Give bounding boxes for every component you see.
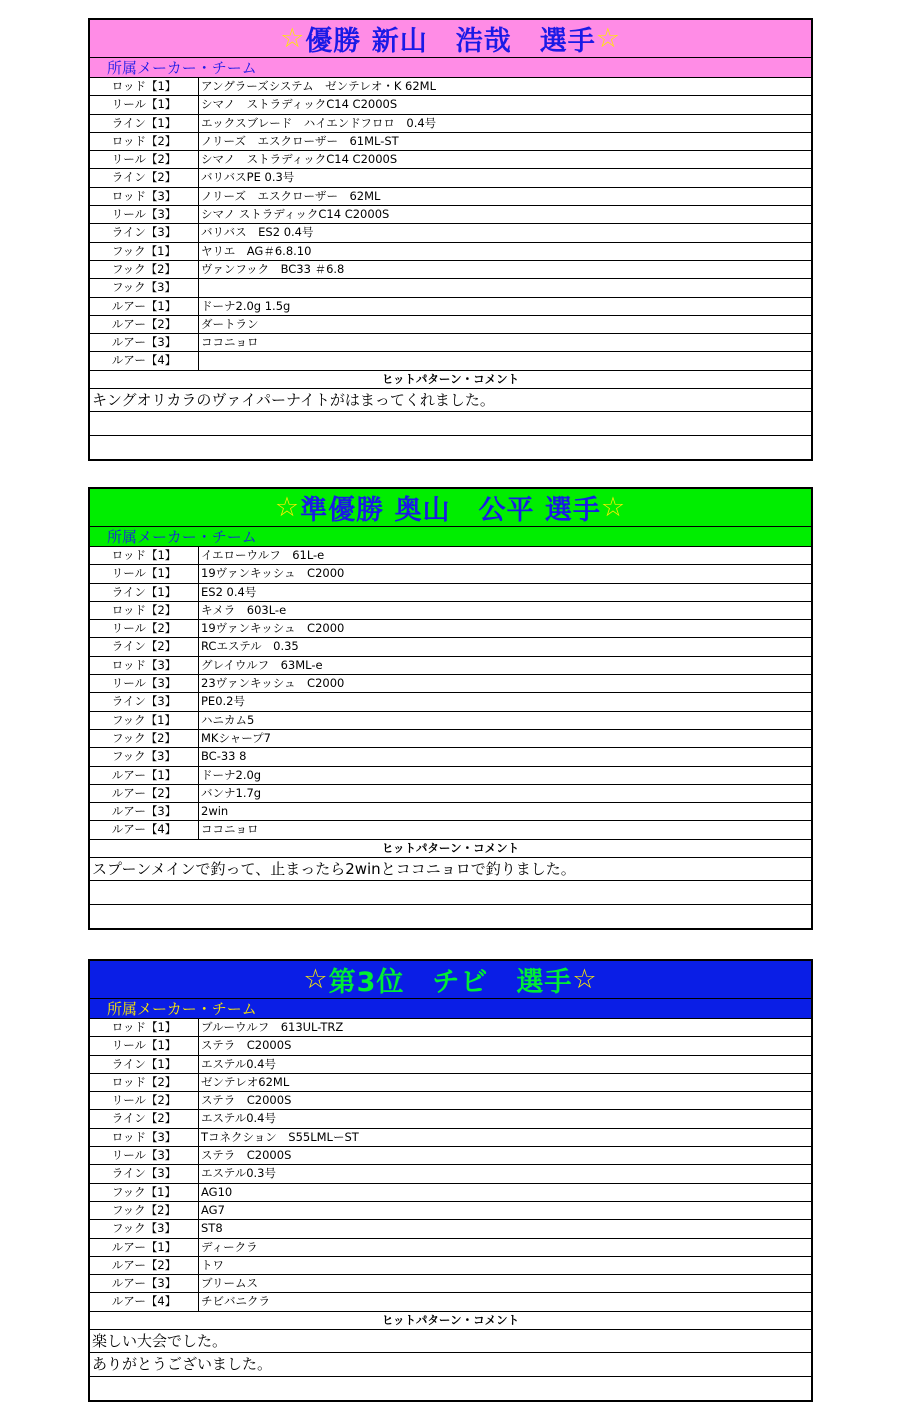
tackle-value: エステル0.3号 bbox=[201, 1166, 276, 1181]
tackle-row bbox=[90, 730, 811, 748]
tackle-value: ステラ C2000S bbox=[201, 1038, 292, 1053]
tackle-row bbox=[90, 785, 811, 803]
comment-line bbox=[90, 881, 811, 905]
tackle-value: バリバスPE 0.3号 bbox=[201, 170, 295, 185]
tackle-value: ゼンテレオ62ML bbox=[201, 1074, 290, 1089]
hit-pattern-header: ヒットパターン・コメント bbox=[90, 840, 811, 858]
tackle-value: バリバス ES2 0.4号 bbox=[201, 225, 314, 240]
tackle-label: ライン【1】 bbox=[90, 1056, 199, 1073]
tackle-label: フック【2】 bbox=[90, 730, 199, 747]
tackle-value: 19ヴァンキッシュ C2000 bbox=[201, 621, 345, 636]
tackle-label: フック【1】 bbox=[90, 712, 199, 729]
tackle-row bbox=[90, 1239, 811, 1257]
tackle-row bbox=[90, 1019, 811, 1037]
tackle-label: ロッド【2】 bbox=[90, 133, 199, 150]
tackle-row bbox=[90, 316, 811, 334]
tackle-label: ライン【1】 bbox=[90, 115, 199, 132]
star-icon: ☆ bbox=[595, 23, 621, 54]
hit-pattern-header: ヒットパターン・コメント bbox=[90, 1312, 811, 1330]
tackle-row bbox=[90, 1275, 811, 1293]
tackle-label: ルアー【4】 bbox=[90, 1293, 199, 1310]
tackle-row bbox=[90, 821, 811, 839]
star-icon: ☆ bbox=[274, 492, 301, 523]
comment-line: 楽しい大会でした。 bbox=[90, 1330, 811, 1354]
tackle-row bbox=[90, 243, 811, 261]
tackle-value: ハニカム5 bbox=[201, 712, 255, 727]
tackle-label: ライン【3】 bbox=[90, 693, 199, 710]
tackle-value: シマノ ストラディックC14 C2000S bbox=[201, 152, 398, 167]
tackle-label: リール【1】 bbox=[90, 96, 199, 113]
comment-line bbox=[90, 905, 811, 929]
hit-pattern-header: ヒットパターン・コメント bbox=[90, 371, 811, 389]
comment-line: ありがとうございました。 bbox=[90, 1353, 811, 1377]
tackle-row bbox=[90, 1184, 811, 1202]
tackle-value: ブルーウルフ 613UL-TRZ bbox=[201, 1020, 344, 1034]
tackle-row bbox=[90, 712, 811, 730]
tackle-label: ルアー【1】 bbox=[90, 767, 199, 784]
sheet-title bbox=[90, 20, 811, 58]
tackle-value: エステル0.4号 bbox=[201, 1111, 276, 1126]
tackle-label: ライン【3】 bbox=[90, 224, 199, 241]
tackle-row bbox=[90, 1092, 811, 1110]
comment-line: スプーンメインで釣って、止まったら2winとココニョロで釣りました。 bbox=[90, 858, 811, 882]
winner-title: 第3位 チビ 選手 bbox=[328, 967, 573, 998]
tackle-row bbox=[90, 602, 811, 620]
tackle-row bbox=[90, 115, 811, 133]
tackle-value: ヴァンフック BC33 ＃6.8 bbox=[201, 261, 345, 276]
winner-title: 準優勝 奥山 公平 選手 bbox=[300, 495, 601, 526]
tackle-row bbox=[90, 675, 811, 693]
tackle-row bbox=[90, 352, 811, 370]
tackle-value: ブリームス bbox=[201, 1276, 259, 1291]
star-icon: ☆ bbox=[600, 492, 627, 523]
tackle-row bbox=[90, 767, 811, 785]
comment-line bbox=[90, 436, 811, 460]
team-label: 所属メーカー・チーム bbox=[90, 58, 811, 78]
sheet-title bbox=[90, 489, 811, 527]
tackle-value: ココニョロ bbox=[201, 822, 259, 837]
tackle-row bbox=[90, 1220, 811, 1238]
tackle-label: リール【2】 bbox=[90, 620, 199, 637]
tackle-row bbox=[90, 565, 811, 583]
tackle-value: バンナ1.7g bbox=[201, 785, 262, 800]
tackle-value: MKシャープ7 bbox=[201, 730, 271, 745]
tackle-value: アングラーズシステム ゼンテレオ・K 62ML bbox=[201, 79, 437, 93]
tackle-value: エックスブレード ハイエンドフロロ 0.4号 bbox=[201, 115, 437, 130]
tackle-label: フック【2】 bbox=[90, 261, 199, 278]
result-sheet bbox=[88, 959, 813, 1402]
star-icon: ☆ bbox=[303, 964, 329, 995]
tackle-label: ロッド【2】 bbox=[90, 602, 199, 619]
tackle-label: ロッド【1】 bbox=[90, 1019, 199, 1036]
tackle-label: リール【1】 bbox=[90, 565, 199, 582]
tackle-row bbox=[90, 1110, 811, 1128]
tackle-value: ディークラ bbox=[201, 1239, 258, 1254]
tackle-label: リール【1】 bbox=[90, 1037, 199, 1054]
tackle-label: ルアー【3】 bbox=[90, 334, 199, 351]
tackle-label: ロッド【1】 bbox=[90, 547, 199, 564]
tackle-value: ヤリエ AG＃6.8.10 bbox=[201, 243, 312, 258]
tackle-value: PE0.2号 bbox=[201, 694, 245, 709]
tackle-label: リール【2】 bbox=[90, 151, 199, 168]
tackle-row bbox=[90, 547, 811, 565]
tackle-row bbox=[90, 224, 811, 242]
tackle-label: リール【3】 bbox=[90, 1147, 199, 1164]
tackle-row bbox=[90, 693, 811, 711]
tackle-value: ST8 bbox=[201, 1221, 223, 1236]
tackle-value: ドーナ2.0g bbox=[201, 767, 262, 782]
star-icon: ☆ bbox=[572, 964, 598, 995]
tackle-label: リール【3】 bbox=[90, 206, 199, 223]
comment-line bbox=[90, 412, 811, 436]
team-label: 所属メーカー・チーム bbox=[90, 527, 811, 547]
tackle-value: ステラ C2000S bbox=[201, 1093, 292, 1108]
tackle-label: フック【3】 bbox=[90, 279, 199, 296]
comment-line bbox=[90, 1377, 811, 1401]
tackle-label: ロッド【1】 bbox=[90, 78, 199, 95]
tackle-value: ステラ C2000S bbox=[201, 1148, 292, 1163]
tackle-value: BC-33 8 bbox=[201, 749, 247, 764]
tackle-label: ルアー【2】 bbox=[90, 785, 199, 802]
tackle-value: ES2 0.4号 bbox=[201, 584, 257, 599]
tackle-value: ノリーズ エスクローザー 62ML bbox=[201, 188, 381, 203]
tackle-value: ノリーズ エスクローザー 61ML-ST bbox=[201, 133, 399, 148]
tackle-row bbox=[90, 657, 811, 675]
tackle-row bbox=[90, 151, 811, 169]
tackle-row bbox=[90, 188, 811, 206]
tackle-label: フック【1】 bbox=[90, 1184, 199, 1201]
tackle-label: ライン【1】 bbox=[90, 584, 199, 601]
tackle-value: エステル0.4号 bbox=[201, 1056, 276, 1071]
tackle-row bbox=[90, 96, 811, 114]
tackle-label: ライン【3】 bbox=[90, 1165, 199, 1182]
tackle-label: ルアー【2】 bbox=[90, 316, 199, 333]
tackle-row bbox=[90, 1147, 811, 1165]
tackle-label: フック【3】 bbox=[90, 1220, 199, 1237]
tackle-row bbox=[90, 748, 811, 766]
tackle-row bbox=[90, 1056, 811, 1074]
tackle-label: フック【2】 bbox=[90, 1202, 199, 1219]
tackle-label: ロッド【3】 bbox=[90, 188, 199, 205]
tackle-label: ルアー【4】 bbox=[90, 352, 199, 369]
result-sheet bbox=[88, 487, 813, 930]
tackle-row bbox=[90, 334, 811, 352]
tackle-row bbox=[90, 133, 811, 151]
tackle-label: リール【3】 bbox=[90, 675, 199, 692]
tackle-label: ロッド【2】 bbox=[90, 1074, 199, 1091]
tackle-row bbox=[90, 1074, 811, 1092]
tackle-value: ダートラン bbox=[201, 316, 259, 331]
tackle-value: イエローウルフ 61L-e bbox=[201, 548, 325, 562]
tackle-value: ドーナ2.0g 1.5g bbox=[201, 298, 291, 313]
tackle-label: ルアー【1】 bbox=[90, 1239, 199, 1256]
sheet-title bbox=[90, 961, 811, 999]
tackle-value: 19ヴァンキッシュ C2000 bbox=[201, 566, 345, 581]
tackle-label: ルアー【2】 bbox=[90, 1257, 199, 1274]
tackle-row bbox=[90, 1293, 811, 1311]
tackle-label: ルアー【1】 bbox=[90, 298, 199, 315]
tackle-value: AG7 bbox=[201, 1202, 225, 1217]
tackle-label: ロッド【3】 bbox=[90, 1129, 199, 1146]
tackle-row bbox=[90, 298, 811, 316]
tackle-row bbox=[90, 638, 811, 656]
tackle-row bbox=[90, 261, 811, 279]
tackle-value: グレイウルフ 63ML-e bbox=[201, 657, 323, 672]
tackle-value: シマノ ストラディックC14 C2000S bbox=[201, 207, 390, 222]
comment-line: キングオリカラのヴァイパーナイトがはまってくれました。 bbox=[90, 389, 811, 413]
tackle-row bbox=[90, 169, 811, 187]
tackle-value: シマノ ストラディックC14 C2000S bbox=[201, 97, 398, 112]
tackle-value: トワ bbox=[201, 1257, 224, 1272]
tackle-row bbox=[90, 620, 811, 638]
tackle-row bbox=[90, 1129, 811, 1147]
tackle-row bbox=[90, 1037, 811, 1055]
tackle-row bbox=[90, 1202, 811, 1220]
tackle-label: フック【3】 bbox=[90, 748, 199, 765]
tackle-label: ライン【2】 bbox=[90, 638, 199, 655]
tackle-value: Tコネクション S55LMLーST bbox=[201, 1129, 359, 1144]
tackle-label: ライン【2】 bbox=[90, 1110, 199, 1127]
tackle-label: ルアー【3】 bbox=[90, 1275, 199, 1292]
tackle-row bbox=[90, 803, 811, 821]
tackle-label: ライン【2】 bbox=[90, 169, 199, 186]
tackle-row bbox=[90, 584, 811, 602]
star-icon: ☆ bbox=[280, 23, 306, 54]
tackle-label: ルアー【4】 bbox=[90, 821, 199, 838]
tackle-value bbox=[199, 352, 811, 369]
tackle-value: AG10 bbox=[201, 1184, 233, 1199]
tackle-value: 23ヴァンキッシュ C2000 bbox=[201, 676, 345, 691]
tackle-row bbox=[90, 1165, 811, 1183]
result-sheet bbox=[88, 18, 813, 461]
tackle-value: ココニョロ bbox=[201, 335, 259, 350]
tackle-value: チビバニクラ bbox=[201, 1294, 270, 1309]
tackle-row bbox=[90, 206, 811, 224]
tackle-label: ルアー【3】 bbox=[90, 803, 199, 820]
tackle-value bbox=[199, 279, 811, 296]
tackle-label: フック【1】 bbox=[90, 243, 199, 260]
winner-title: 優勝 新山 浩哉 選手 bbox=[305, 26, 596, 57]
tackle-value: キメラ 603L-e bbox=[201, 602, 287, 617]
team-label: 所属メーカー・チーム bbox=[90, 999, 811, 1019]
tackle-label: ロッド【3】 bbox=[90, 657, 199, 674]
tackle-value: RCエステル 0.35 bbox=[201, 639, 299, 654]
tackle-label: リール【2】 bbox=[90, 1092, 199, 1109]
tackle-row bbox=[90, 1257, 811, 1275]
tackle-row bbox=[90, 279, 811, 297]
tackle-value: 2win bbox=[201, 804, 229, 819]
tackle-row bbox=[90, 78, 811, 96]
